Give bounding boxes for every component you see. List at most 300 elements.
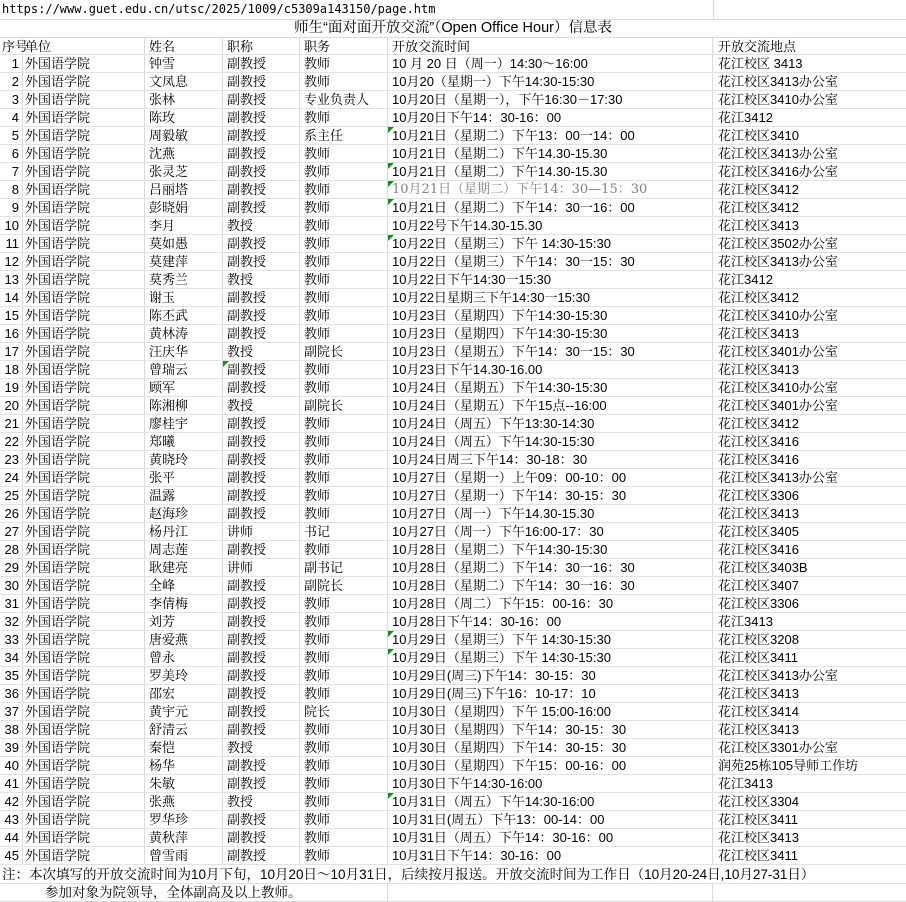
cell-name: 温露 (145, 487, 223, 504)
table-row (0, 307, 906, 325)
cell-unit: 外国语学院 (23, 829, 145, 846)
cell-position: 教师 (300, 739, 388, 756)
cell-seq: 32 (0, 613, 23, 630)
cell-seq: 25 (0, 487, 23, 504)
cell-time: 10月31日下午14：30-16：00 (388, 847, 713, 864)
table-row (0, 433, 906, 451)
cell-time: 10月22日星期三下午14:30一15:30 (388, 289, 713, 306)
header-name: 姓名 (145, 38, 223, 54)
cell-position: 副院长 (300, 343, 388, 360)
cell-name: 陈玫 (145, 109, 223, 126)
cell-position: 教师 (300, 55, 388, 72)
cell-unit: 外国语学院 (23, 523, 145, 540)
cell-position: 教师 (300, 325, 388, 342)
cell-seq: 8 (0, 181, 23, 198)
cell-seq: 37 (0, 703, 23, 720)
cell-location: 花江校区3411 (718, 848, 798, 863)
cell-location: 花江3413 (718, 776, 773, 791)
cell-seq: 16 (0, 325, 23, 342)
cell-time: 10月21日（星期二）下午14.30-15.30 (388, 163, 713, 180)
cell-position: 专业负责人 (300, 91, 388, 108)
header-unit: 单位 (23, 38, 145, 54)
cell-position: 教师 (300, 163, 388, 180)
cell-unit: 外国语学院 (23, 559, 145, 576)
cell-time: 10月29日(周三)下午14：30-15：30 (388, 667, 713, 684)
cell-seq: 26 (0, 505, 23, 522)
cell-location: 花江校区3401办公室 (718, 398, 838, 413)
table-row (0, 91, 906, 109)
cell-name: 秦恺 (145, 739, 223, 756)
cell-position: 教师 (300, 649, 388, 666)
cell-title: 副教授 (223, 541, 300, 558)
cell-unit: 外国语学院 (23, 487, 145, 504)
cell-location: 花江校区3405 (718, 524, 799, 539)
cell-name: 朱敏 (145, 775, 223, 792)
cell-title: 副教授 (223, 379, 300, 396)
cell-unit: 外国语学院 (23, 271, 145, 288)
cell-title: 副教授 (223, 775, 300, 792)
table-row (0, 361, 906, 379)
cell-position: 教师 (300, 505, 388, 522)
cell-position: 院长 (300, 703, 388, 720)
cell-title: 教授 (223, 739, 300, 756)
cell-location: 花江校区3416 (718, 542, 799, 557)
cell-seq: 43 (0, 811, 23, 828)
cell-position: 副院长 (300, 577, 388, 594)
cell-seq: 20 (0, 397, 23, 414)
cell-title: 讲师 (223, 523, 300, 540)
table-row (0, 829, 906, 847)
cell-title: 副教授 (223, 415, 300, 432)
cell-seq: 36 (0, 685, 23, 702)
cell-seq: 45 (0, 847, 23, 864)
cell-unit: 外国语学院 (23, 415, 145, 432)
cell-time: 10月29日（星期三）下午 14:30-15:30 (388, 631, 713, 648)
cell-position: 书记 (300, 523, 388, 540)
cell-seq: 38 (0, 721, 23, 738)
table-row (0, 235, 906, 253)
cell-time: 10月24日周三下午14：30-18：30 (388, 451, 713, 468)
note-line-1: 注：本次填写的开放交流时间为10月下旬，10月20日～10月31日，后续按月报送。开放交流时间为工作日（10月20-24日,10月27-31日） (0, 865, 906, 884)
cell-title: 副教授 (223, 595, 300, 612)
table-row (0, 541, 906, 559)
cell-name: 全峰 (145, 577, 223, 594)
cell-unit: 外国语学院 (23, 595, 145, 612)
cell-location: 花江校区3412 (718, 290, 799, 305)
cell-name: 曾永 (145, 649, 223, 666)
cell-name: 李月 (145, 217, 223, 234)
cell-seq: 30 (0, 577, 23, 594)
cell-location: 花江校区3411 (718, 812, 798, 827)
cell-unit: 外国语学院 (23, 541, 145, 558)
cell-unit: 外国语学院 (23, 793, 145, 810)
cell-name: 曾雪雨 (145, 847, 223, 864)
cell-name: 曾瑞云 (145, 361, 223, 378)
cell-location: 花江校区3410办公室 (718, 308, 838, 323)
cell-time: 10月23日（星期四）下午14:30-15:30 (388, 307, 713, 324)
cell-unit: 外国语学院 (23, 199, 145, 216)
table-row (0, 289, 906, 307)
cell-name: 舒清云 (145, 721, 223, 738)
cell-location: 花江校区3413办公室 (718, 146, 838, 161)
cell-unit: 外国语学院 (23, 217, 145, 234)
cell-location: 花江校区3208 (718, 632, 799, 647)
table-row (0, 343, 906, 361)
cell-position: 教师 (300, 73, 388, 90)
cell-unit: 外国语学院 (23, 649, 145, 666)
cell-position: 教师 (300, 289, 388, 306)
cell-seq: 35 (0, 667, 23, 684)
table-row (0, 739, 906, 757)
cell-seq: 4 (0, 109, 23, 126)
note-line-2 (0, 884, 906, 902)
cell-unit: 外国语学院 (23, 739, 145, 756)
table-row (0, 73, 906, 91)
cell-position: 教师 (300, 613, 388, 630)
cell-title: 副教授 (223, 127, 300, 144)
cell-title: 副教授 (223, 721, 300, 738)
header-position: 职务 (300, 38, 388, 54)
cell-seq: 23 (0, 451, 23, 468)
cell-location: 花江校区3306 (718, 596, 799, 611)
cell-unit: 外国语学院 (23, 109, 145, 126)
cell-unit: 外国语学院 (23, 181, 145, 198)
cell-seq: 7 (0, 163, 23, 180)
cell-title: 副教授 (223, 289, 300, 306)
cell-position: 教师 (300, 847, 388, 864)
table-row (0, 325, 906, 343)
cell-position: 副院长 (300, 397, 388, 414)
cell-seq: 5 (0, 127, 23, 144)
table-row (0, 775, 906, 793)
cell-seq: 19 (0, 379, 23, 396)
cell-location: 花江校区3416 (718, 452, 799, 467)
cell-title: 教授 (223, 271, 300, 288)
cell-location: 花江3412 (718, 272, 773, 287)
cell-time: 10月30日（星期四）下午 15:00-16:00 (388, 703, 713, 720)
cell-time: 10月24日（周五）下午14:30-15:30 (388, 433, 713, 450)
cell-title: 副教授 (223, 451, 300, 468)
cell-name: 郑曦 (145, 433, 223, 450)
cell-time: 10月27日（周一）下午16:00-17：30 (388, 523, 713, 540)
table-row (0, 163, 906, 181)
cell-seq: 27 (0, 523, 23, 540)
cell-title: 副教授 (223, 505, 300, 522)
table-row (0, 577, 906, 595)
cell-position: 教师 (300, 271, 388, 288)
cell-unit: 外国语学院 (23, 667, 145, 684)
cell-title: 副教授 (223, 613, 300, 630)
cell-seq: 21 (0, 415, 23, 432)
cell-location: 花江校区3413 (718, 326, 799, 341)
cell-title: 副教授 (223, 181, 300, 198)
cell-location: 花江校区3502办公室 (718, 236, 838, 251)
sheet-title: 师生“面对面开放交流”（Open Office Hour）信息表 (294, 20, 612, 36)
table-row (0, 217, 906, 235)
table-row (0, 505, 906, 523)
cell-name: 周毅敏 (145, 127, 223, 144)
table-row (0, 145, 906, 163)
cell-time: 10月23日（星期四）下午14:30-15:30 (388, 325, 713, 342)
table-row (0, 181, 906, 199)
cell-position: 教师 (300, 793, 388, 810)
cell-title: 副教授 (223, 829, 300, 846)
cell-location: 花江校区3411 (718, 650, 798, 665)
cell-position: 教师 (300, 451, 388, 468)
cell-unit: 外国语学院 (23, 847, 145, 864)
cell-seq: 3 (0, 91, 23, 108)
cell-location: 花江校区3304 (718, 794, 799, 809)
cell-unit: 外国语学院 (23, 325, 145, 342)
table-header-row (0, 37, 906, 55)
cell-title: 副教授 (223, 253, 300, 270)
cell-name: 彭晓娟 (145, 199, 223, 216)
cell-location: 花江校区3413办公室 (718, 254, 838, 269)
cell-location: 花江校区3413 (718, 362, 799, 377)
cell-unit: 外国语学院 (23, 307, 145, 324)
cell-location: 花江校区3413 (718, 686, 799, 701)
cell-time: 10月27日（周一）下午14.30-15.30 (388, 505, 713, 522)
cell-name: 黄宇元 (145, 703, 223, 720)
cell-location: 花江校区3410办公室 (718, 92, 838, 107)
cell-location: 花江校区3413办公室 (718, 74, 838, 89)
cell-name: 张燕 (145, 793, 223, 810)
cell-seq: 44 (0, 829, 23, 846)
cell-time: 10月27日（星期一）上午09：00-10：00 (388, 469, 713, 486)
cell-unit: 外国语学院 (23, 775, 145, 792)
cell-unit: 外国语学院 (23, 505, 145, 522)
cell-title: 副教授 (223, 433, 300, 450)
cell-title: 副教授 (223, 487, 300, 504)
cell-title: 副教授 (223, 703, 300, 720)
cell-name: 莫秀兰 (145, 271, 223, 288)
cell-time: 10月20日下午14：30-16：00 (388, 109, 713, 126)
cell-unit: 外国语学院 (23, 721, 145, 738)
cell-position: 教师 (300, 415, 388, 432)
cell-time: 10月28日下午14：30-16：00 (388, 613, 713, 630)
cell-time: 10月28日（星期二）下午14:30-15:30 (388, 541, 713, 558)
cell-unit: 外国语学院 (23, 757, 145, 774)
table-row (0, 685, 906, 703)
cell-name: 赵海珍 (145, 505, 223, 522)
cell-unit: 外国语学院 (23, 91, 145, 108)
cell-unit: 外国语学院 (23, 469, 145, 486)
cell-name: 张灵芝 (145, 163, 223, 180)
cell-unit: 外国语学院 (23, 343, 145, 360)
cell-name: 周志莲 (145, 541, 223, 558)
cell-unit: 外国语学院 (23, 361, 145, 378)
cell-seq: 42 (0, 793, 23, 810)
cell-title: 教授 (223, 793, 300, 810)
cell-name: 杨丹江 (145, 523, 223, 540)
url-row-gridline (713, 0, 714, 19)
cell-name: 文凤息 (145, 73, 223, 90)
table-row (0, 649, 906, 667)
cell-time: 10月27日（星期一）下午14：30-15：30 (388, 487, 713, 504)
cell-location: 花江校区3306 (718, 488, 799, 503)
cell-title: 副教授 (223, 847, 300, 864)
cell-title: 教授 (223, 397, 300, 414)
cell-time: 10月30日下午14:30-16:00 (388, 775, 713, 792)
cell-time: 10月21日（星期二）下午14.30-15.30 (388, 145, 713, 162)
cell-seq: 2 (0, 73, 23, 90)
cell-seq: 13 (0, 271, 23, 288)
cell-name: 杨华 (145, 757, 223, 774)
cell-location: 花江校区3410 (718, 128, 799, 143)
cell-name: 莫如愚 (145, 235, 223, 252)
cell-time: 10月23日（星期五）下午14：30一15：30 (388, 343, 713, 360)
cell-seq: 31 (0, 595, 23, 612)
cell-title: 副教授 (223, 577, 300, 594)
cell-seq: 22 (0, 433, 23, 450)
table-row (0, 127, 906, 145)
cell-location: 花江校区3413 (718, 506, 799, 521)
cell-position: 教师 (300, 433, 388, 450)
cell-time: 10月21日（星期二）下午13：00一14：00 (388, 127, 713, 144)
cell-position: 教师 (300, 217, 388, 234)
cell-position: 教师 (300, 487, 388, 504)
cell-title: 教授 (223, 217, 300, 234)
cell-position: 教师 (300, 541, 388, 558)
table-row (0, 199, 906, 217)
cell-position: 教师 (300, 811, 388, 828)
cell-location: 润苑25栋105导师工作坊 (718, 758, 859, 773)
cell-location: 花江校区3413 (718, 830, 799, 845)
cell-name: 陈湘柳 (145, 397, 223, 414)
cell-position: 教师 (300, 721, 388, 738)
cell-seq: 40 (0, 757, 23, 774)
cell-title: 副教授 (223, 811, 300, 828)
table-row (0, 379, 906, 397)
cell-name: 刘芳 (145, 613, 223, 630)
cell-name: 莫建萍 (145, 253, 223, 270)
table-row (0, 271, 906, 289)
cell-position: 教师 (300, 829, 388, 846)
table-row (0, 757, 906, 775)
cell-time: 10月21日（星期二）下午14：30—15：30 (388, 181, 713, 198)
cell-location: 花江校区3410办公室 (718, 380, 838, 395)
cell-title: 副教授 (223, 55, 300, 72)
cell-time: 10月28日（星期二）下午14：30一16：30 (388, 577, 713, 594)
table-row (0, 667, 906, 685)
cell-seq: 10 (0, 217, 23, 234)
cell-title: 副教授 (223, 235, 300, 252)
cell-name: 张林 (145, 91, 223, 108)
cell-name: 汪庆华 (145, 343, 223, 360)
cell-name: 张平 (145, 469, 223, 486)
cell-position: 教师 (300, 145, 388, 162)
cell-name: 陈丕武 (145, 307, 223, 324)
cell-seq: 14 (0, 289, 23, 306)
table-row (0, 613, 906, 631)
cell-position: 教师 (300, 109, 388, 126)
cell-seq: 39 (0, 739, 23, 756)
table-row (0, 451, 906, 469)
cell-location: 花江校区3412 (718, 182, 799, 197)
cell-unit: 外国语学院 (23, 253, 145, 270)
table-row (0, 109, 906, 127)
cell-unit: 外国语学院 (23, 613, 145, 630)
cell-time: 10月23日下午14.30-16.00 (388, 361, 713, 378)
cell-time: 10月31日（周五）下午14：30-16：00 (388, 829, 713, 846)
cell-position: 教师 (300, 253, 388, 270)
cell-location: 花江校区3413 (718, 722, 799, 737)
cell-unit: 外国语学院 (23, 685, 145, 702)
cell-seq: 1 (0, 55, 23, 72)
cell-time: 10月22日（星期三）下午 14:30-15:30 (388, 235, 713, 252)
cell-name: 沈燕 (145, 145, 223, 162)
cell-title: 副教授 (223, 109, 300, 126)
cell-location: 花江校区3413办公室 (718, 668, 838, 683)
cell-unit: 外国语学院 (23, 631, 145, 648)
cell-seq: 29 (0, 559, 23, 576)
cell-unit: 外国语学院 (23, 451, 145, 468)
cell-unit: 外国语学院 (23, 73, 145, 90)
table-row (0, 253, 906, 271)
cell-seq: 24 (0, 469, 23, 486)
cell-location: 花江校区3416 (718, 434, 799, 449)
cell-location: 花江3412 (718, 110, 773, 125)
header-time: 开放交流时间 (388, 38, 713, 54)
cell-title: 副教授 (223, 667, 300, 684)
cell-position: 教师 (300, 361, 388, 378)
cell-name: 李倩梅 (145, 595, 223, 612)
cell-position: 教师 (300, 757, 388, 774)
cell-title: 副教授 (223, 91, 300, 108)
cell-time: 10月31日(周五）下午13：00-14：00 (388, 811, 713, 828)
cell-unit: 外国语学院 (23, 703, 145, 720)
cell-position: 教师 (300, 595, 388, 612)
cell-position: 教师 (300, 469, 388, 486)
cell-name: 钟雪 (145, 55, 223, 72)
cell-title: 副教授 (223, 361, 300, 378)
cell-name: 顾军 (145, 379, 223, 396)
cell-position: 系主任 (300, 127, 388, 144)
cell-time: 10月24日（星期五）下午14:30-15:30 (388, 379, 713, 396)
cell-position: 教师 (300, 235, 388, 252)
cell-title: 副教授 (223, 649, 300, 666)
cell-position: 教师 (300, 667, 388, 684)
table-row (0, 793, 906, 811)
cell-time: 10月30日（星期四）下午14：30-15：30 (388, 739, 713, 756)
cell-time: 10 月 20 日（周一）14:30～16:00 (388, 55, 713, 72)
cell-unit: 外国语学院 (23, 127, 145, 144)
cell-title: 副教授 (223, 145, 300, 162)
cell-location: 花江校区3401办公室 (718, 344, 838, 359)
cell-title: 副教授 (223, 199, 300, 216)
cell-unit: 外国语学院 (23, 379, 145, 396)
cell-seq: 6 (0, 145, 23, 162)
cell-unit: 外国语学院 (23, 577, 145, 594)
cell-time: 10月22号下午14.30-15.30 (388, 217, 713, 234)
cell-name: 邵宏 (145, 685, 223, 702)
cell-seq: 33 (0, 631, 23, 648)
cell-location: 花江3413 (718, 614, 773, 629)
cell-time: 10月31日（周五）下午14:30-16:00 (388, 793, 713, 810)
cell-position: 副书记 (300, 559, 388, 576)
cell-position: 教师 (300, 685, 388, 702)
cell-time: 10月30日（星期四）下午14：30-15：30 (388, 721, 713, 738)
cell-name: 罗美玲 (145, 667, 223, 684)
cell-unit: 外国语学院 (23, 289, 145, 306)
header-seq: 序号 (2, 39, 29, 54)
url-text: https://www.guet.edu.cn/utsc/2025/1009/c5309a143150/page.htm (2, 2, 436, 16)
cell-unit: 外国语学院 (23, 163, 145, 180)
cell-time: 10月24日（周五）下午13:30-14:30 (388, 415, 713, 432)
cell-name: 黄晓玲 (145, 451, 223, 468)
cell-seq: 11 (0, 235, 23, 252)
cell-title: 教授 (223, 343, 300, 360)
